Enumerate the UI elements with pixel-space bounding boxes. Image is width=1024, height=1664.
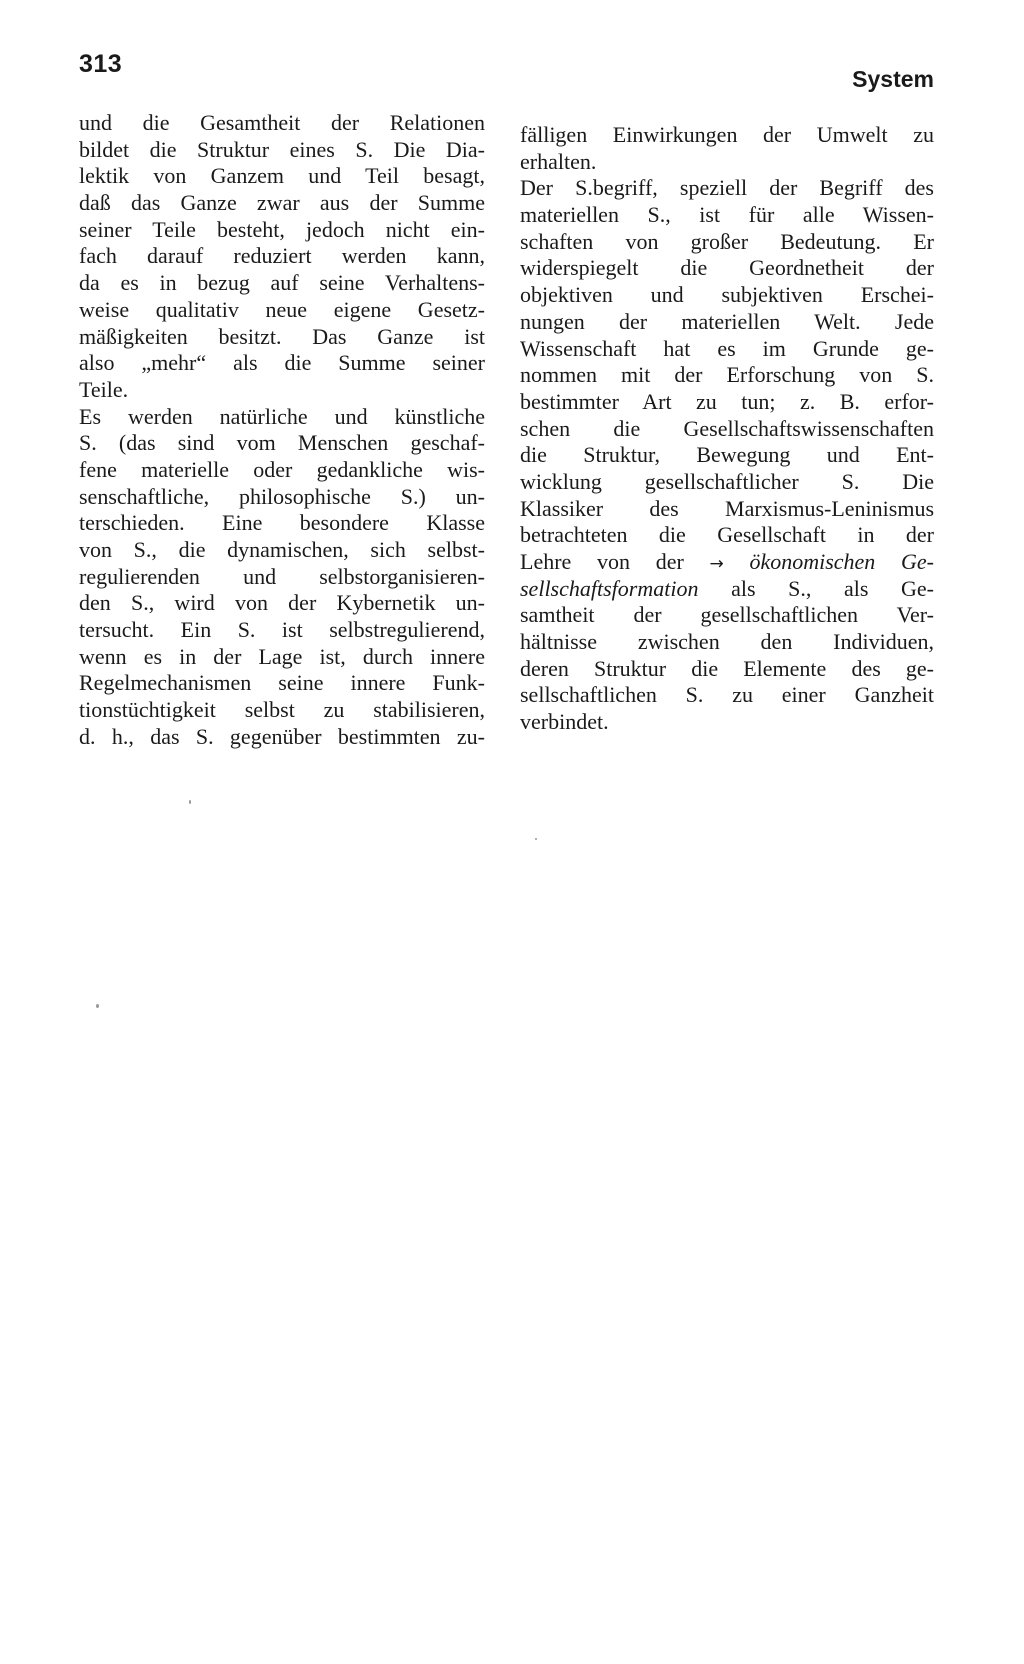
text-line: wicklung gesellschaftlicher S. Die [520, 468, 934, 494]
arrow-right-icon: → [709, 554, 724, 574]
text-line: weise qualitativ neue eigene Gesetz- [79, 296, 485, 322]
text-line: Teile. [79, 376, 129, 402]
text-line: Es werden natürliche und künstliche [79, 403, 485, 429]
text-line: den S., wird von der Kybernetik un- [79, 590, 485, 616]
scan-speck [189, 800, 191, 804]
text-line: S. (das sind vom Menschen geschaf- [79, 430, 485, 456]
cross-reference-link[interactable]: ökonomischen Ge- [749, 549, 934, 574]
text-line: Wissenschaft hat es im Grunde ge- [520, 335, 934, 361]
text-line-ref-1: Lehre von der → ökonomischen Ge- [520, 549, 934, 574]
text-line: widerspiegelt die Geordnetheit der [520, 255, 934, 281]
right-column [520, 122, 934, 736]
scan-speck [535, 838, 537, 840]
text-line: schaften von großer Bedeutung. Er [520, 228, 934, 254]
text-line: terschieden. Eine besondere Klasse [79, 510, 485, 536]
page-number: 313 [79, 50, 123, 78]
left-column [79, 110, 485, 751]
text-line: materiellen S., ist für alle Wissen- [520, 202, 934, 228]
text-line: fach darauf reduziert werden kann, [79, 243, 485, 269]
text-line: regulierenden und selbstorganisieren- [79, 563, 485, 589]
text-line: wenn es in der Lage ist, durch innere [79, 643, 485, 669]
text-line: lektik von Ganzem und Teil besagt, [79, 163, 485, 189]
text-line: also „mehr“ als die Summe seiner [79, 350, 485, 376]
text-line: da es in bezug auf seine Verhaltens- [79, 270, 485, 296]
text-line: tionstüchtigkeit selbst zu stabilisieren, [79, 697, 485, 723]
text-line: hältnisse zwischen den Individuen, [520, 629, 934, 655]
text-line: nungen der materiellen Welt. Jede [520, 308, 934, 334]
text-line: seiner Teile besteht, jedoch nicht ein- [79, 216, 485, 242]
cross-reference-link-cont[interactable]: sellschaftsformation [520, 575, 699, 601]
text-line: Klassiker des Marxismus-Leninismus [520, 495, 934, 521]
text-line: tersucht. Ein S. ist selbstregulierend, [79, 617, 485, 643]
text-line: objektiven und subjektiven Erschei- [520, 282, 934, 308]
text-line: bestimmter Art zu tun; z. B. erfor- [520, 388, 934, 414]
text-line: betrachteten die Gesellschaft in der [520, 522, 934, 548]
text-line: die Struktur, Bewegung und Ent- [520, 442, 934, 468]
text-line: d. h., das S. gegenüber bestimmten zu- [79, 723, 485, 749]
scan-speck [96, 1004, 99, 1008]
text-line-ref-2: sellschaftsformation als S., als Ge- [520, 575, 935, 601]
text-line: fene materielle oder gedankliche wis- [79, 456, 485, 482]
text-line: samtheit der gesellschaftlichen Ver- [520, 602, 934, 628]
text-line: fälligen Einwirkungen der Umwelt zu [520, 122, 934, 147]
text-line: bildet die Struktur eines S. Die Dia- [79, 136, 485, 162]
text-line: senschaftliche, philosophische S.) un- [79, 483, 485, 509]
text-line: erhalten. [520, 148, 597, 174]
text-line: schen die Gesellschaftswissenschaften [520, 415, 934, 441]
text-line: Regelmechanismen seine innere Funk- [79, 670, 485, 696]
text-line: Der S.begriff, speziell der Begriff des [520, 175, 934, 201]
text-line: verbindet. [520, 709, 609, 735]
text-line: nommen mit der Erforschung von S. [520, 362, 934, 388]
text-line: sellschaftlichen S. zu einer Ganzheit [520, 682, 934, 708]
text-line: mäßigkeiten besitzt. Das Ganze ist [79, 323, 485, 349]
text-line: von S., die dynamischen, sich selbst- [79, 537, 485, 562]
running-head: System [852, 66, 934, 92]
text-line: deren Struktur die Elemente des ge- [520, 655, 934, 681]
text-line: daß das Ganze zwar aus der Summe [79, 190, 485, 216]
text-line: und die Gesamtheit der Relationen [79, 110, 485, 135]
